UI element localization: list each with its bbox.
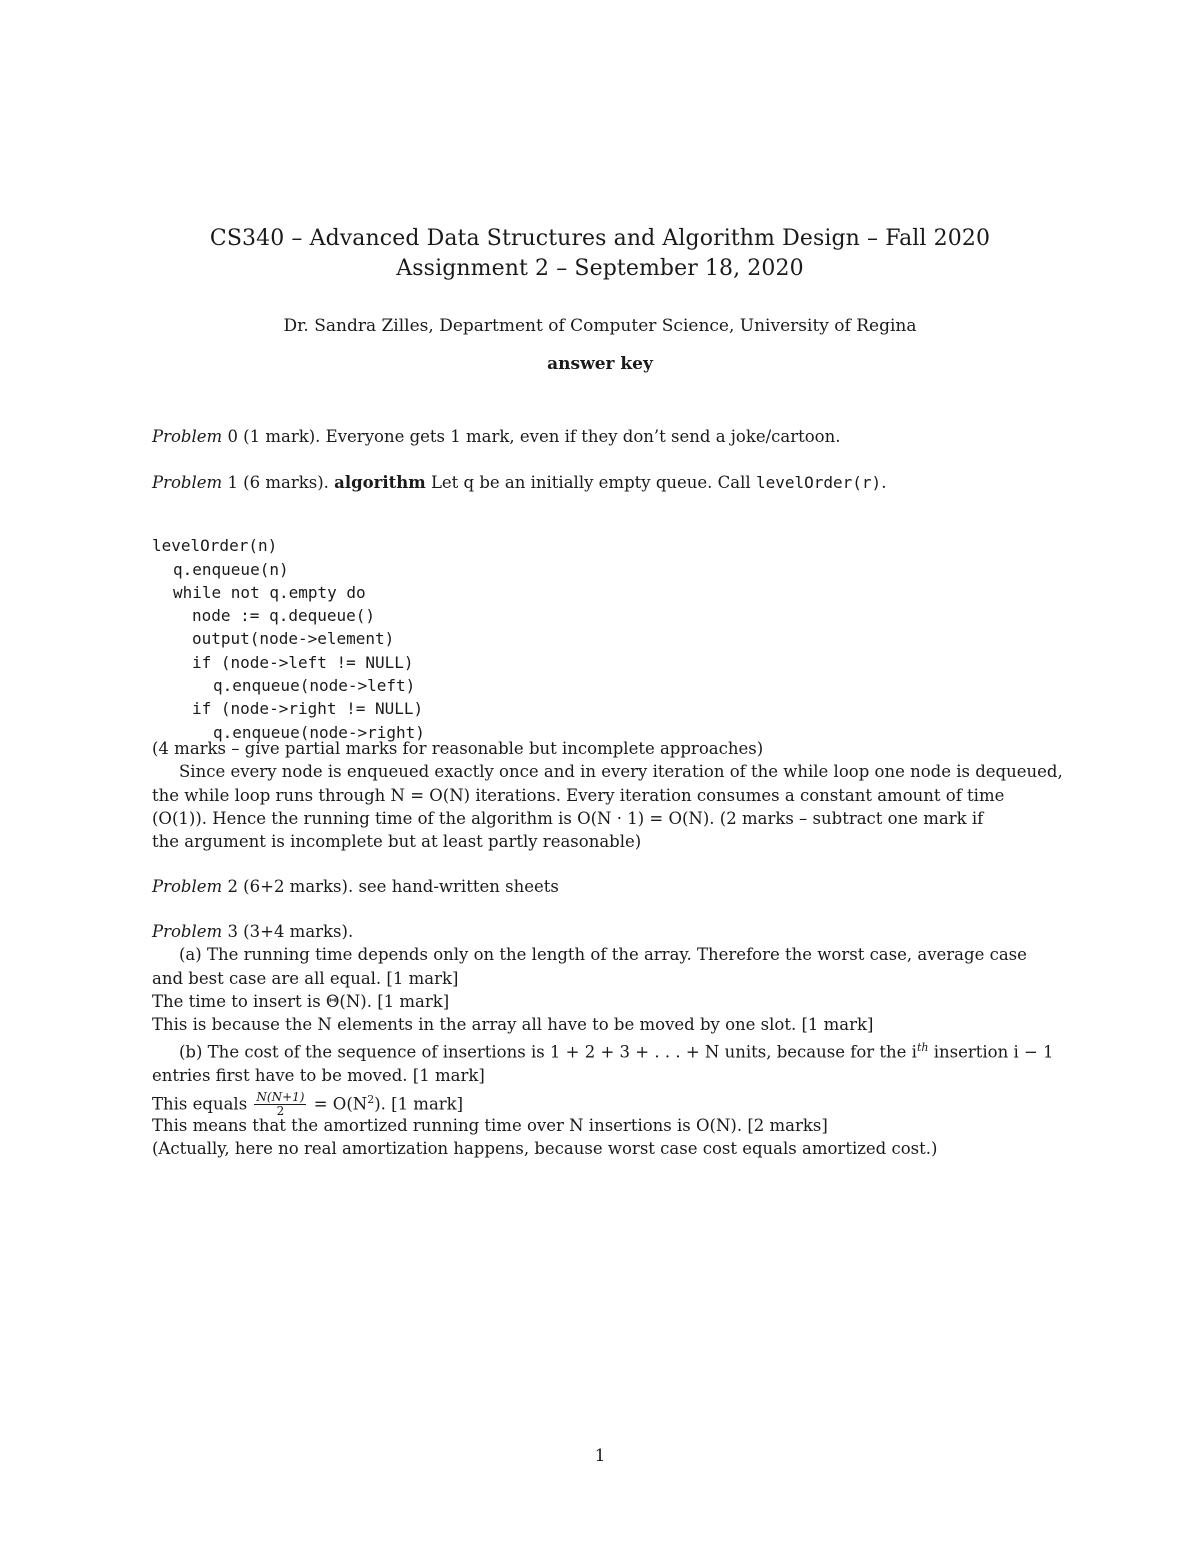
problem-1-text-end: .: [881, 473, 887, 492]
problem-0: [152, 425, 1052, 448]
code-line: levelOrder(n): [152, 536, 278, 556]
problem-3-label: Problem: [152, 922, 223, 941]
problem-3-b-text: (b) The cost of the sequence of insertions is 1 + 2 + 3 + . . . + N units, because for the i: [179, 1042, 917, 1062]
problem-3-line: (Actually, here no real amortization happens, because worst case cost equals amortized cost.): [152, 1138, 938, 1158]
code-line: q.enqueue(node->left): [213, 676, 416, 696]
course-title: CS340 – Advanced Data Structures and Algorithm Design – Fall 2020: [209, 226, 991, 251]
author-line: Dr. Sandra Zilles, Department of Computer Science, University of Regina: [283, 316, 917, 336]
problem-3-line: This is because the N elements in the array all have to be moved by one slot. [1 mark]: [152, 1015, 874, 1035]
problem-3: [152, 920, 1052, 1160]
problem-3-b-text-end: insertion i − 1: [928, 1042, 1054, 1062]
problem-3-line: and best case are all equal. [1 mark]: [152, 968, 459, 988]
equation-rhs: = O(N: [308, 1094, 368, 1114]
code-line: while not q.empty do: [173, 582, 366, 602]
fraction-numerator: N(N+1): [256, 1090, 305, 1105]
grading-note: (4 marks – give partial marks for reasonable but incomplete approaches): [152, 739, 764, 758]
equals-text: This equals: [152, 1094, 248, 1114]
problem-2-marks: 2 (6+2 marks).: [227, 877, 354, 896]
code-line: node := q.dequeue(): [192, 606, 376, 626]
problem-0-marks: 0 (1 mark).: [227, 427, 321, 446]
problem-2-label: Problem: [152, 877, 223, 896]
superscript-th: th: [916, 1041, 929, 1055]
code-line: if (node->left != NULL): [192, 652, 414, 672]
problem-1-analysis: [152, 737, 1063, 853]
code-line: output(node->element): [192, 629, 395, 649]
fraction-denominator: 2: [276, 1104, 285, 1119]
page-number: 1: [594, 1446, 606, 1466]
problem-1: [152, 471, 1052, 494]
code-line: q.enqueue(n): [173, 559, 289, 579]
problem-3-line: The time to insert is Θ(N). [1 mark]: [152, 991, 450, 1011]
answer-key-heading: answer key: [547, 354, 653, 374]
code-line: if (node->right != NULL): [192, 699, 424, 719]
problem-3-line: This means that the amortized running time over N insertions is O(N). [2 marks]: [152, 1115, 828, 1135]
analysis-line: (O(1)). Hence the running time of the algorithm is O(N · 1) = O(N). (2 marks – subtract one mark if: [152, 808, 984, 828]
assignment-title: Assignment 2 – September 18, 2020: [396, 256, 804, 281]
problem-2: [152, 875, 1052, 898]
problem-0-text: Everyone gets 1 mark, even if they don’t send a joke/cartoon.: [325, 427, 841, 446]
superscript-2: 2: [367, 1092, 375, 1106]
problem-0-label: Problem: [152, 427, 223, 446]
problem-3-equation-line: [152, 1088, 1052, 1119]
problem-1-keyword: algorithm: [334, 473, 426, 492]
code-line: q.enqueue(node->right): [213, 722, 425, 742]
analysis-line: the argument is incomplete but at least partly reasonable): [152, 832, 642, 852]
problem-1-text: Let q be an initially empty queue. Call: [430, 473, 751, 492]
problem-1-marks: 1 (6 marks).: [227, 473, 329, 492]
problem-3-line-b: [152, 1036, 1052, 1064]
problem-3-line: entries first have to be moved. [1 mark]: [152, 1066, 485, 1086]
analysis-line: Since every node is enqueued exactly once and in every iteration of the while loop one node is dequeued,: [179, 762, 1063, 782]
title-block: [0, 224, 1200, 284]
problem-3-marks: 3 (3+4 marks).: [227, 922, 354, 941]
problem-2-text: see hand-written sheets: [358, 877, 559, 896]
problem-3-line: (a) The running time depends only on the length of the array. Therefore the worst case, average case: [179, 945, 1027, 965]
problem-1-label: Problem: [152, 473, 223, 492]
problem-1-call: levelOrder(r): [755, 473, 882, 492]
analysis-line: the while loop runs through N = O(N) iterations. Every iteration consumes a constant amount of time: [152, 785, 1005, 805]
equation-end: ). [1 mark]: [374, 1094, 464, 1114]
